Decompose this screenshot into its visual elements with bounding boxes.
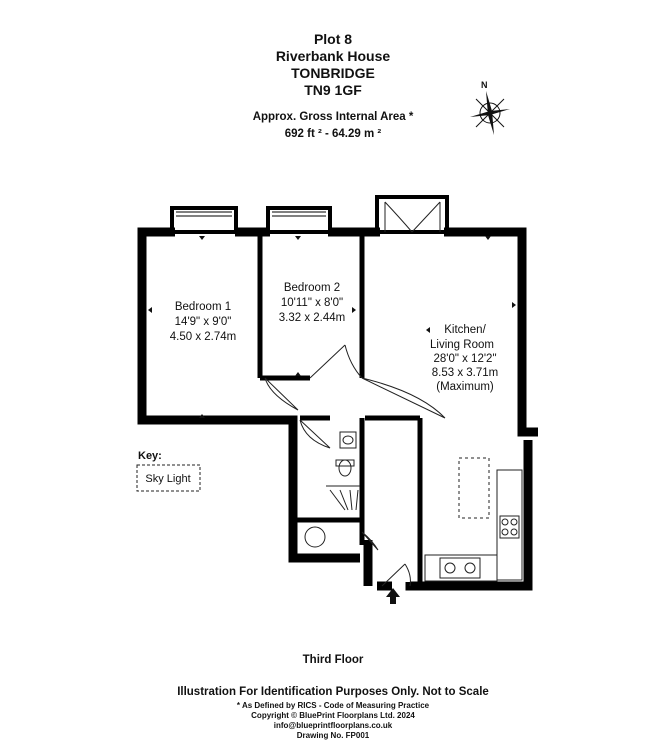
kitchen-name-2: Living Room: [430, 339, 494, 351]
bedroom1-metric: 4.50 x 2.74m: [169, 331, 237, 343]
bedroom2-metric: 3.32 x 2.44m: [278, 312, 346, 324]
bathroom-fixtures: [305, 432, 360, 547]
rics-note: * As Defined by RICS - Code of Measuring Practice: [236, 701, 430, 710]
bedroom2-name: Bedroom 2: [283, 282, 341, 294]
kitchen-fixtures: [425, 458, 522, 581]
windows: [172, 197, 447, 232]
contact-email: info@blueprintfloorplans.co.uk: [273, 721, 393, 730]
french-doors: [385, 202, 440, 232]
town-name: TONBRIDGE: [291, 65, 375, 81]
area-label: Approx. Gross Internal Area *: [252, 111, 414, 123]
compass-icon: [470, 91, 510, 135]
kitchen-name: Kitchen/: [444, 324, 486, 336]
bedroom1-name: Bedroom 1: [174, 301, 232, 313]
copyright: Copyright © BluePrint Floorplans Ltd. 2024: [251, 711, 415, 720]
key-title: Key:: [138, 450, 162, 462]
disclaimer: Illustration For Identification Purposes Only. Not to Scale: [177, 686, 489, 698]
bedroom2-imperial: 10'11" x 8'0": [280, 297, 344, 309]
compass-north-label: N: [481, 80, 488, 90]
key-item-skylight: Sky Light: [145, 473, 191, 485]
plot-title: Plot 8: [313, 31, 353, 47]
area-value: 692 ft ² - 64.29 m ²: [284, 128, 382, 140]
postcode: TN9 1GF: [304, 82, 362, 98]
floor-label: Third Floor: [302, 654, 364, 666]
kitchen-imperial: 28'0" x 12'2": [433, 353, 497, 365]
kitchen-metric: 8.53 x 3.71m: [431, 367, 499, 379]
bedroom1-imperial: 14'9" x 9'0": [174, 316, 232, 328]
drawing-number: Drawing No. FP001: [296, 731, 370, 740]
kitchen-note: (Maximum): [436, 381, 494, 393]
building-name: Riverbank House: [275, 48, 391, 64]
